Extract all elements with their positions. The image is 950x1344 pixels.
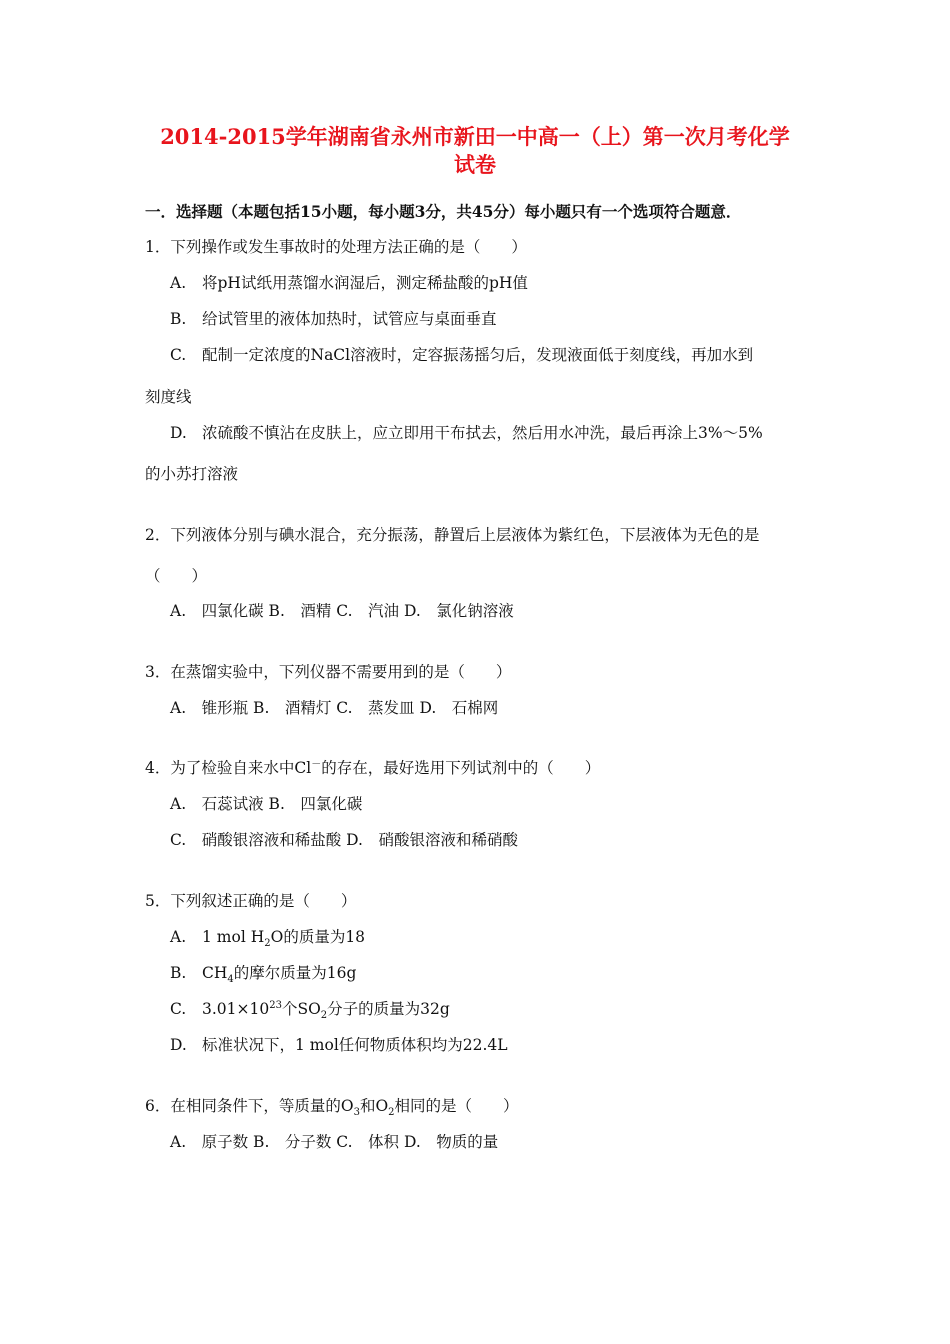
option-letter: A. [170,274,187,292]
q4-stem-text: 的存在，最好选用下列试剂中的（ ） [321,759,601,777]
option-letter: D. [170,424,187,442]
option-letter: B. [170,310,187,328]
option-text: 个SO [281,1000,321,1018]
q2-options: A. 四氯化碳 B. 酒精 C. 汽油 D. 氯化钠溶液 [170,602,514,620]
charge-superscript: － [311,758,322,770]
q5-option-c [170,998,450,1020]
q2-stem-continued: （ ） [145,567,208,585]
q1-option-c [170,344,753,366]
q6-stem [145,1095,519,1117]
q1-option-c-continued: 刻度线 [145,388,192,406]
option-letter: D. [170,1036,187,1054]
option-letter: A. [170,928,187,946]
q1-option-b [170,308,497,330]
q1-option-a [170,272,528,294]
option-text: CH [202,964,228,982]
q2-stem: 2．下列液体分别与碘水混合，充分振荡，静置后上层液体为紫红色，下层液体为无色的是 [145,526,760,544]
section-heading: 一．选择题（本题包括15小题，每小题3分，共45分）每小题只有一个选项符合题意． [145,202,742,221]
subscript: 4 [227,974,234,986]
exam-title-line1: 2014-2015学年湖南省永州市新田一中高一（上）第一次月考化学 [160,124,790,149]
option-text: 给试管里的液体加热时，试管应与桌面垂直 [202,310,497,328]
option-text: 3.01×10 [202,1000,270,1018]
option-text: 标准状况下，1 mol任何物质体积均为22.4L [202,1036,508,1054]
subscript: 2 [264,938,271,950]
q4-options-row2: C. 硝酸银溶液和稀盐酸 D. 硝酸银溶液和稀硝酸 [170,831,518,849]
exam-title-line2: 试卷 [454,152,496,177]
q5-option-d [170,1034,508,1056]
q4-options-row1: A. 石蕊试液 B. 四氯化碳 [170,795,363,813]
subscript: 2 [388,1107,395,1119]
option-text: 配制一定浓度的NaCl溶液时，定容振荡摇匀后，发现液面低于刻度线，再加水到 [202,346,754,364]
option-text: 分子的质量为32g [327,1000,450,1018]
option-letter: C. [170,1000,187,1018]
q5-option-b [170,962,356,984]
option-text: 浓硫酸不慎沾在皮肤上，应立即用干布拭去，然后用水冲洗，最后再涂上3%～5% [202,424,763,442]
q6-stem-text: 6．在相同条件下，等质量的O [145,1097,354,1115]
q6-stem-text: 和O [359,1097,389,1115]
q1-option-d [170,422,763,444]
option-text: 将pH试纸用蒸馏水润湿后，测定稀盐酸的pH值 [202,274,528,292]
subscript: 3 [353,1107,360,1119]
superscript: 23 [269,999,282,1011]
q6-stem-text: 相同的是（ ） [394,1097,519,1115]
q6-options: A. 原子数 B. 分子数 C. 体积 D. 物质的量 [170,1133,499,1151]
q1-stem: 1．下列操作或发生事故时的处理方法正确的是（ ） [145,238,527,256]
subscript: 2 [320,1010,328,1022]
q5-option-a [170,926,365,948]
q3-options: A. 锥形瓶 B. 酒精灯 C. 蒸发皿 D. 石棉网 [170,699,499,717]
q3-stem: 3．在蒸馏实验中，下列仪器不需要用到的是（ ） [145,663,512,681]
option-letter: B. [170,964,187,982]
q1-option-d-continued: 的小苏打溶液 [145,465,239,483]
option-letter: C. [170,346,187,364]
option-text: 的摩尔质量为16g [233,964,357,982]
q4-stem [145,757,600,779]
option-text: O的质量为18 [270,928,366,946]
q5-stem: 5．下列叙述正确的是（ ） [145,892,357,910]
q4-stem-text: 4．为了检验自来水中Cl [145,759,312,777]
option-text: 1 mol H [202,928,265,946]
